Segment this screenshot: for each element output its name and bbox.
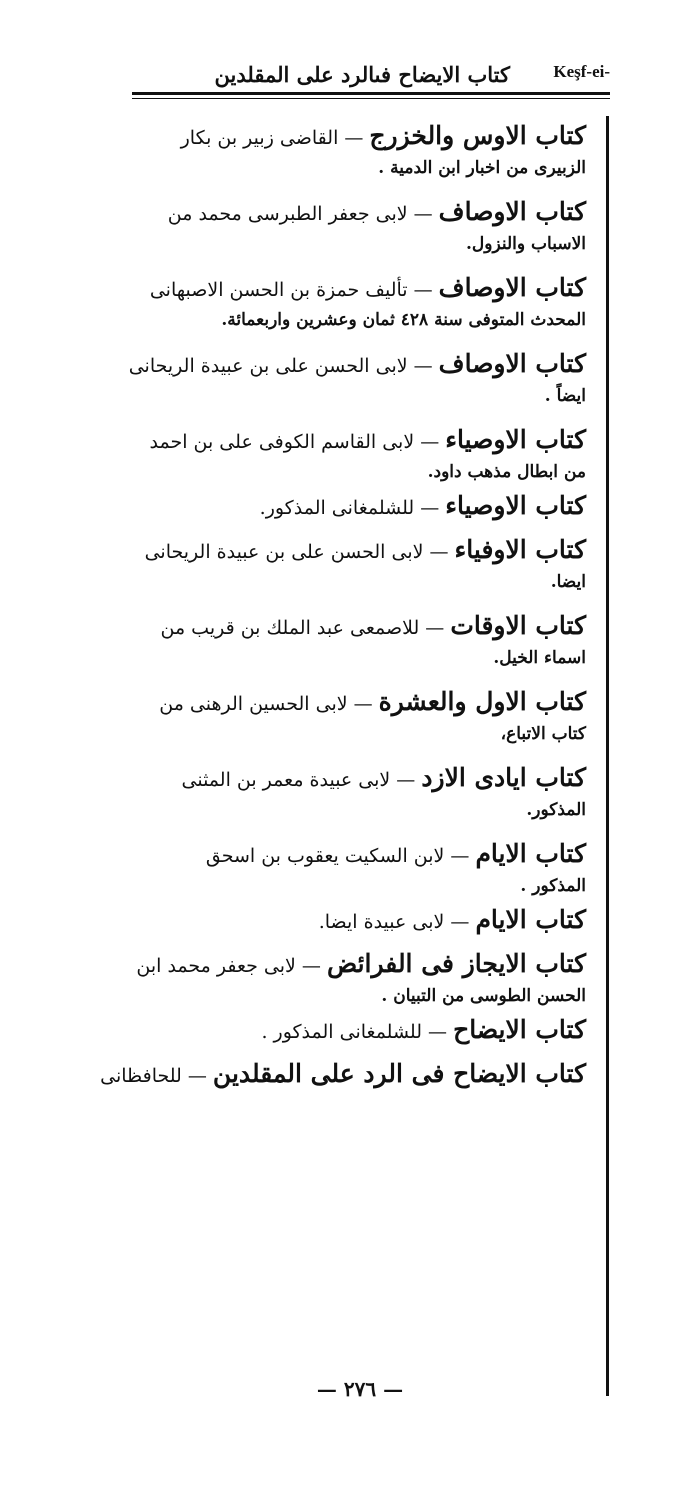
entry-text: — للحافظانى	[100, 1065, 213, 1087]
column-rule	[606, 116, 609, 1396]
entry-title: كتاب الاوصاف	[438, 197, 586, 226]
entry-title: كتاب الاوصاف	[438, 273, 586, 302]
entry	[128, 349, 586, 408]
entry-list	[100, 104, 586, 1088]
page-number: — ٢٧٦ —	[316, 1377, 404, 1401]
entry-text: — للشلمغانى المذكور.	[259, 497, 446, 519]
entry	[138, 535, 586, 594]
entry	[138, 905, 586, 934]
entry-title: كتاب الايضاح	[453, 1015, 586, 1044]
entry-text: — لابن السكيت يعقوب بن اسحق	[205, 845, 476, 867]
entry-continuation: المذكور .	[520, 876, 586, 896]
entry-text: — للاصمعى عبد الملك بن قريب من	[160, 617, 451, 639]
entry-continuation: الاسباب والنزول.	[466, 234, 586, 254]
entry-continuation: من ابطال مذهب داود.	[427, 462, 586, 482]
entry-text: — لابى الحسن على بن عبيدة الريحانى	[144, 541, 455, 563]
entry-continuation: ايضا.	[550, 572, 586, 592]
entry-title: كتاب ايادى الازد	[421, 763, 586, 792]
entry-text: — لابى عبيدة معمر بن المثنى	[181, 769, 422, 791]
entry	[138, 121, 586, 180]
entry	[138, 273, 586, 332]
entry-title: كتاب الاوصاف	[438, 349, 586, 378]
entry-text: — القاضى زبير بن بكار	[180, 127, 370, 149]
entry-continuation: ايضاً .	[544, 386, 586, 406]
entry-continuation: كتاب الاتباع،	[500, 724, 586, 744]
entry-text: — لابى الحسن على بن عبيدة الريحانى	[128, 355, 439, 377]
entry-title: كتاب الاوفياء	[454, 535, 586, 564]
header-rule-thick	[132, 92, 610, 95]
entry-title: كتاب الايضاح فى الرد على المقلدين	[212, 1059, 586, 1088]
entry-title: كتاب الايام	[475, 905, 586, 934]
entry	[138, 197, 586, 256]
entry-title: كتاب الاوصياء	[445, 425, 586, 454]
entry-continuation: المذكور.	[526, 800, 586, 820]
entry-text: — لابى عبيدة ايضا.	[318, 911, 476, 933]
entry-title: كتاب الاول والعشرة	[378, 687, 586, 716]
running-header-title: كتاب الايضاح فىالرد على المقلدين	[214, 62, 510, 87]
entry-continuation: الزبيرى من اخبار ابن الدمية .	[378, 158, 586, 178]
entry	[138, 1015, 586, 1044]
entry	[138, 839, 586, 898]
entry	[138, 491, 586, 520]
running-header-latin: Keşf-ei-	[553, 62, 610, 81]
entry-text: — لابى جعفر محمد ابن	[136, 955, 327, 977]
entry-title: كتاب الاوقات	[450, 611, 586, 640]
entry-text: — تأليف حمزة بن الحسن الاصبهانى	[149, 279, 439, 301]
entry-title: كتاب الاوس والخزرج	[369, 121, 586, 150]
header-rule-thin	[132, 98, 610, 99]
entry-text: — لابى القاسم الكوفى على بن احمد	[149, 431, 446, 453]
entry-text: — للشلمغانى المذكور .	[261, 1021, 454, 1043]
entry-title: كتاب الاوصياء	[445, 491, 586, 520]
entry-continuation: اسماء الخيل.	[493, 648, 586, 668]
entry	[138, 611, 586, 670]
entry-continuation: المحدث المتوفى سنة ٤٢٨ ثمان وعشرين واربعمائة.	[221, 310, 586, 330]
entry-continuation: الحسن الطوسى من التبيان .	[381, 986, 586, 1006]
entry	[138, 425, 586, 484]
entry-text: — لابى جعفر الطبرسى محمد من	[167, 203, 439, 225]
running-header	[132, 58, 610, 92]
entry	[136, 949, 586, 1008]
entry-title: كتاب الايام	[475, 839, 586, 868]
entry-title: كتاب الايجاز فى الفرائض	[326, 949, 586, 978]
entry	[100, 1059, 586, 1088]
entry-text: — لابى الحسين الرهنى من	[159, 693, 379, 715]
entry	[138, 763, 586, 822]
entry	[138, 687, 586, 746]
